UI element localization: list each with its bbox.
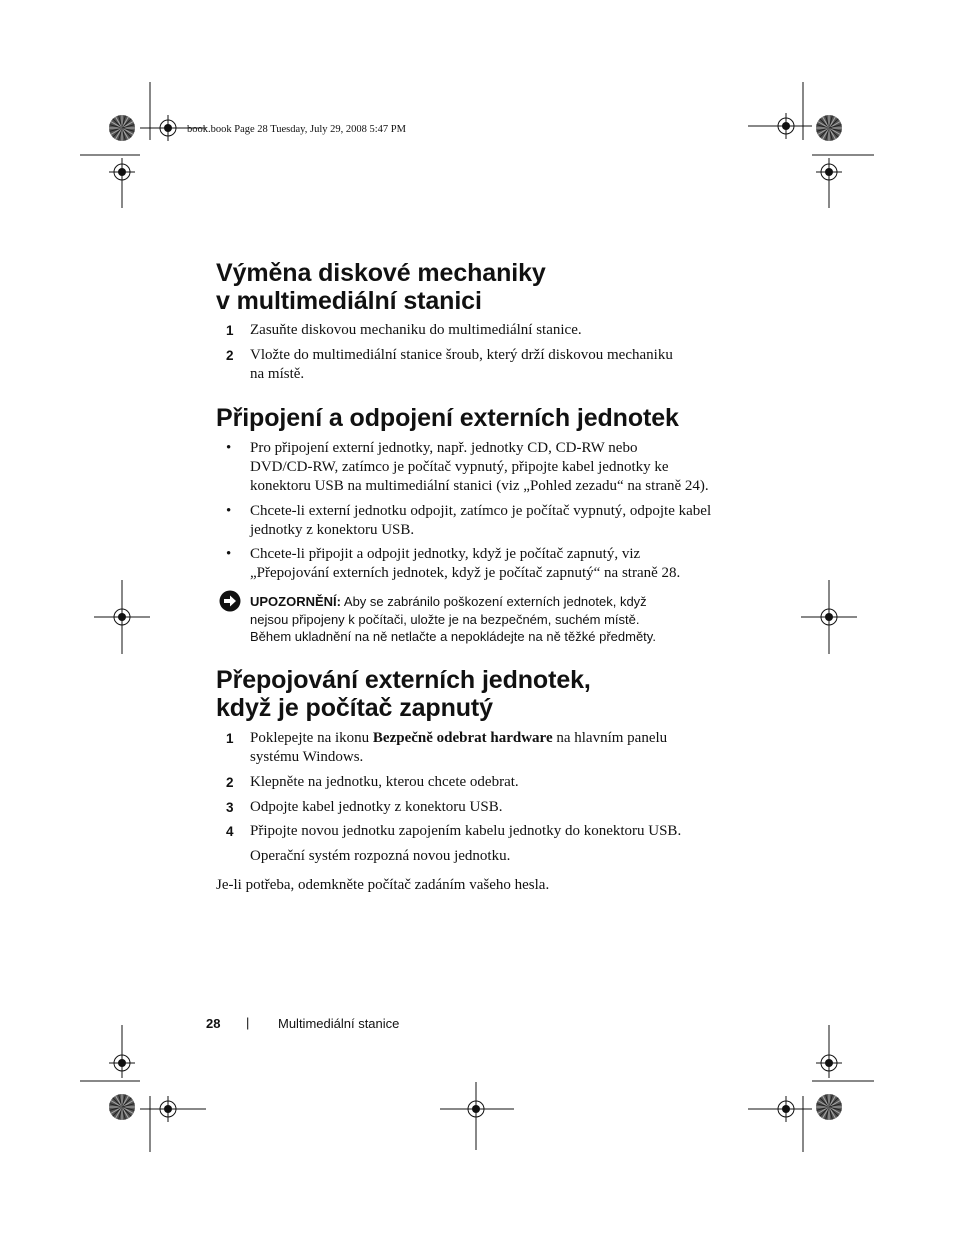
registration-star-icon [109,1094,135,1120]
text-line: konektoru USB na multimediální stanici (viz „Pohled zezadu“ na straně 24). [250,478,709,494]
step-number: 1 [226,731,234,746]
notice-text: Aby se zabránilo poškození externích jednotek, když [341,594,647,609]
step-number: 4 [226,824,234,839]
text-line: DVD/CD-RW, zatímco je počítač vypnutý, připojte kabel jednotky ke [250,459,669,475]
footer-separator: | [246,1015,250,1030]
text-line: jednotky z konektoru USB. [250,522,415,538]
text-run: na hlavním panelu [552,730,668,746]
registration-star-icon [816,1094,842,1120]
title-line: když je počítač zapnutý [216,694,493,722]
step-text [250,346,673,384]
text-line: Pro připojení externí jednotky, např. jednotky CD, CD-RW nebo [250,440,638,456]
step-text: Zasuňte diskovou mechaniku do multimediální stanice. [250,322,582,338]
print-header: book.book Page 28 Tuesday, July 29, 2008 5:47 PM [187,124,406,135]
text-line: Chcete-li připojit a odpojit jednotky, když je počítač zapnutý, viz [250,546,641,562]
notice-text: Během ukladnění na ně netlačte a nepokládejte na ně těžké předměty. [250,629,656,644]
ui-element-name: Bezpečně odebrat hardware [372,730,553,746]
text-line: Vložte do multimediální stanice šroub, který drží diskovou mechaniku [250,347,673,363]
step-number: 1 [226,323,234,338]
title-line: v multimediální stanici [216,287,482,315]
bullet-text [250,439,709,496]
registration-star-icon [109,115,135,141]
section-title-external-drives: Připojení a odpojení externích jednotek [216,404,679,432]
title-line: Přepojování externích jednotek, [216,666,591,694]
step-number: 2 [226,775,234,790]
footer-chapter: Multimediální stanice [278,1016,400,1031]
text-line: na místě. [250,366,305,382]
closing-paragraph: Je-li potřeba, odemkněte počítač zadáním vašeho hesla. [216,877,550,893]
section-title-drive-replacement [216,259,546,315]
text-line: systému Windows. [250,749,364,765]
title-line: Výměna diskové mechaniky [216,259,546,287]
registration-star-icon [816,115,842,141]
step-text: Připojte novou jednotku zapojením kabelu jednotky do konektoru USB. [250,823,682,839]
step-result-note: Operační systém rozpozná novou jednotku. [250,848,511,864]
bullet-marker: • [226,503,232,519]
bullet-marker: • [226,440,232,456]
step-text: Klepněte na jednotku, kterou chcete odebrat. [250,774,519,790]
bullet-text [250,502,711,540]
section-title-hot-swap [216,666,591,722]
bullet-marker: • [226,546,232,562]
step-number: 2 [226,348,234,363]
notice-arrow-icon [219,590,241,612]
step-number: 3 [226,800,234,815]
notice-label: UPOZORNĚNÍ: [250,594,341,609]
notice-text: nejsou připojeny k počítači, uložte je na bezpečném, suchém místě. [250,611,640,627]
page-number: 28 [206,1016,221,1031]
bullet-text [250,545,680,583]
notice-block [250,593,656,646]
step-text: Odpojte kabel jednotky z konektoru USB. [250,799,503,815]
text-line: Chcete-li externí jednotku odpojit, zatímco je počítač vypnutý, odpojte kabel [250,503,712,519]
step-text [250,729,667,767]
text-run: Poklepejte na ikonu [250,730,373,746]
text-line: „Přepojování externích jednotek, když je počítač zapnutý“ na straně 28. [250,565,681,581]
